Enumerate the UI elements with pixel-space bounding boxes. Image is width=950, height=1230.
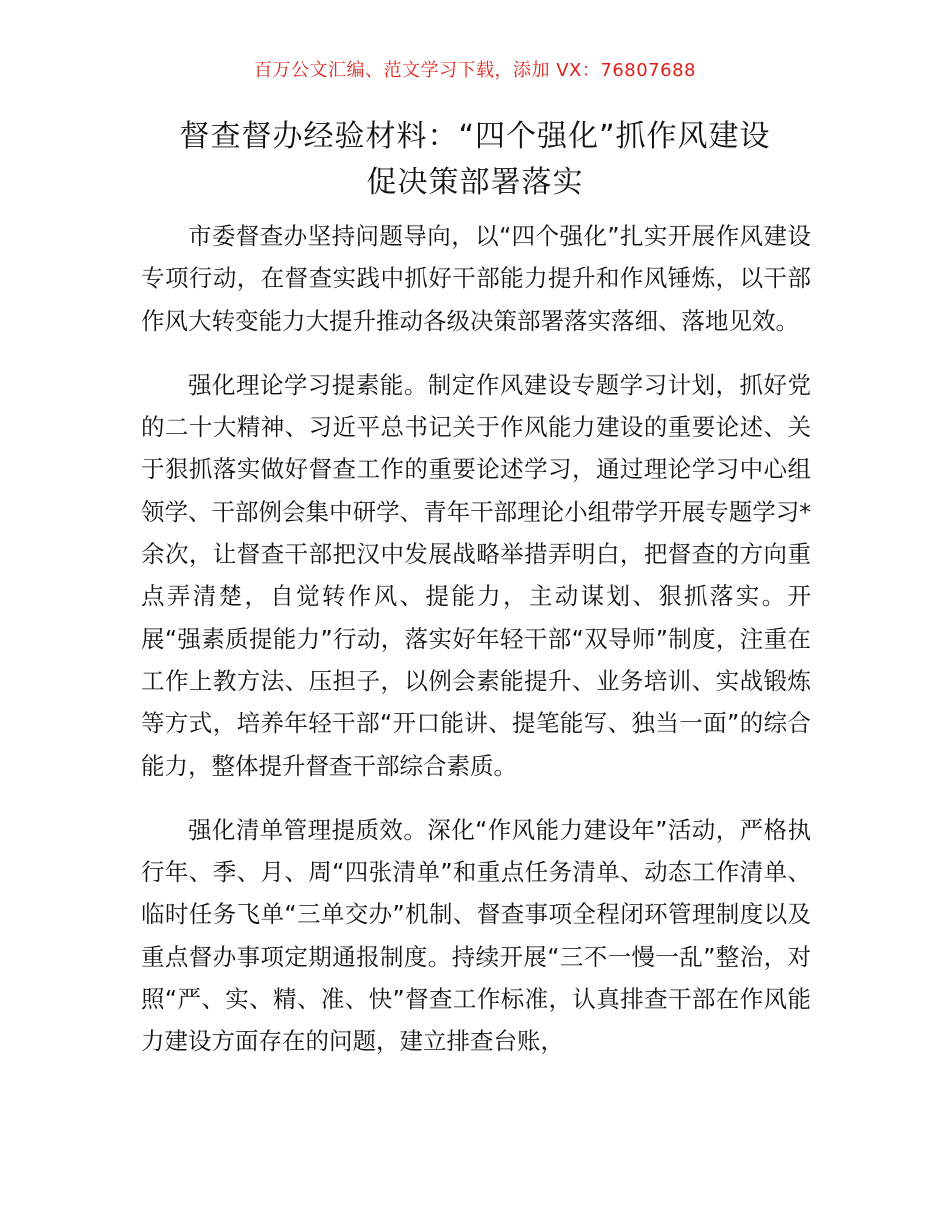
header-promo-note: 百万公文汇编、范文学习下载，添加 VX：76807688 <box>254 60 696 81</box>
document-body <box>141 215 811 1063</box>
title-line-2: 促决策部署落实 <box>366 165 584 200</box>
paragraph-intro: 市委督查办坚持问题导向，以“四个强化”扎实开展作风建设专项行动，在督查实践中抓好干部能力提升和作风锤炼，以干部作风大转变能力大提升推动各级决策部署落实落细、落地见效。 <box>141 222 811 335</box>
title-line-1: 督查督办经验材料：“四个强化”抓作风建设 <box>179 119 771 154</box>
paragraph-list-management: 强化清单管理提质效。深化“作风能力建设年”活动，严格执行年、季、月、周“四张清单”和重点任务清单、动态工作清单、临时任务飞单“三单交办”机制、督查事项全程闭环管理制度以及重点督办事项定期通报制度。持续开展“三不一慢一乱”整治，对照“严、实、精、准、快”督查工作标准，认真排查干部在作风能力建设方面存在的问题，建立排查台账， <box>141 815 811 1056</box>
paragraph-theory-study: 强化理论学习提素能。制定作风建设专题学习计划，抓好党的二十大精神、习近平总书记关于作风能力建设的重要论述、关于狠抓落实做好督查工作的重要论述学习，通过理论学习中心组领学、干部例会集中研学、青年干部理论小组带学开展专题学习*余次，让督查干部把汉中发展战略举措弄明白，把督查的方向重点弄清楚，自觉转作风、提能力，主动谋划、狠抓落实。开展“强素质提能力”行动，落实好年轻干部“双导师”制度，注重在工作上教方法、压担子，以例会素能提升、业务培训、实战锻炼等方式，培养年轻干部“开口能讲、提笔能写、独当一面”的综合能力，整体提升督查干部综合素质。 <box>141 370 811 780</box>
document-title <box>80 114 870 206</box>
